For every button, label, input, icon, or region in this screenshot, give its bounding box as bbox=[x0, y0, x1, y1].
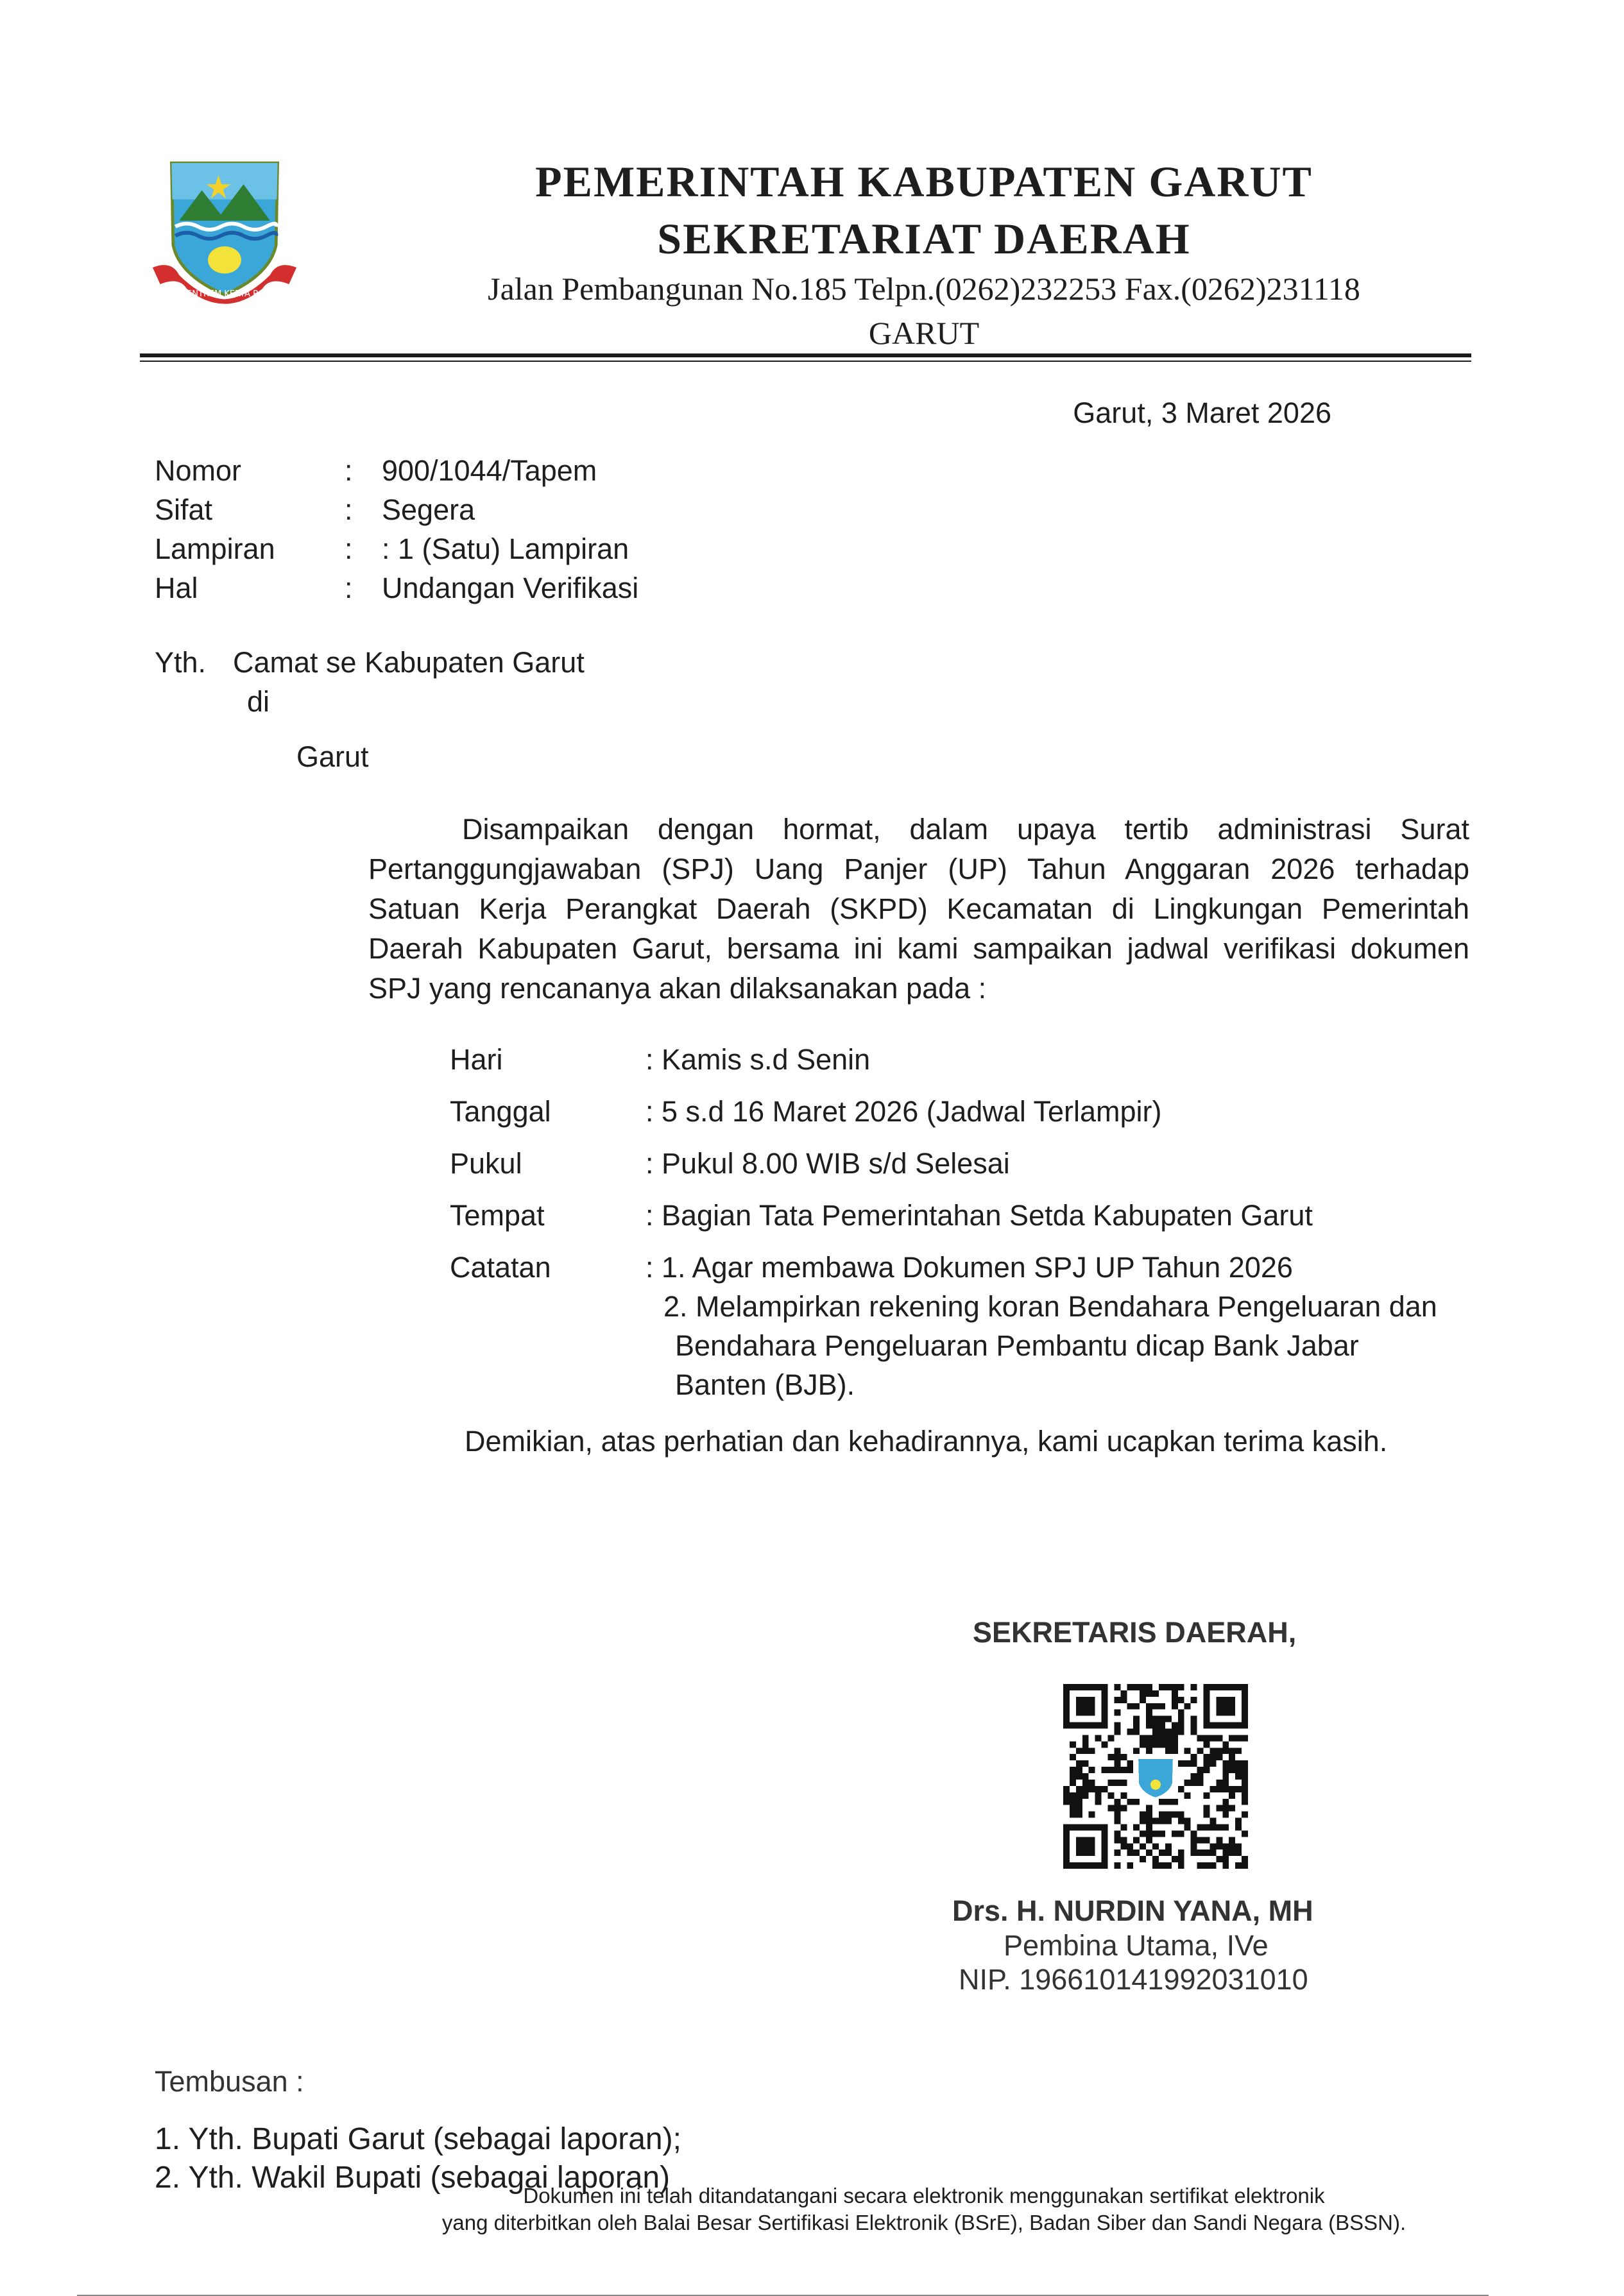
meta-value-number: 900/1044/Tapem bbox=[382, 454, 597, 487]
meta-colon: : bbox=[345, 572, 353, 604]
e-signature-qr-code bbox=[1063, 1684, 1248, 1869]
letterhead-city: GARUT bbox=[868, 315, 980, 351]
meta-colon: : bbox=[345, 493, 353, 526]
schedule-note-line: Banten (BJB). bbox=[675, 1368, 855, 1401]
schedule-label-date: Tanggal bbox=[450, 1095, 551, 1128]
signatory-rank: Pembina Utama, IVe bbox=[1004, 1929, 1269, 1962]
meta-label-subject: Hal bbox=[155, 572, 198, 604]
addressee-city: Garut bbox=[296, 740, 369, 773]
letterhead-rule bbox=[140, 353, 1471, 357]
meta-label-attachment: Lampiran bbox=[155, 532, 275, 565]
schedule-value-notes: : 1. Agar membawa Dokumen SPJ UP Tahun 2026 bbox=[645, 1251, 1293, 1284]
letter-date: Garut, 3 Maret 2026 bbox=[1073, 396, 1331, 429]
signatory-nip: NIP. 196610141992031010 bbox=[959, 1963, 1308, 1996]
schedule-label-time: Pukul bbox=[450, 1147, 522, 1180]
body-line: Daerah Kabupaten Garut, bersama ini kami sampaikan jadwal verifikasi dokumen bbox=[368, 932, 1469, 965]
addressee-di: di bbox=[247, 685, 270, 718]
signatory-title: SEKRETARIS DAERAH, bbox=[973, 1616, 1297, 1649]
meta-label-number: Nomor bbox=[155, 454, 242, 487]
cc-item: 1. Yth. Bupati Garut (sebagai laporan); bbox=[155, 2122, 681, 2156]
closing-sentence: Demikian, atas perhatian dan kehadirannya, kami ucapkan terima kasih. bbox=[465, 1425, 1388, 1458]
cc-item: 2. Yth. Wakil Bupati (sebagai laporan) bbox=[155, 2161, 671, 2195]
signatory-name: Drs. H. NURDIN YANA, MH bbox=[952, 1894, 1313, 1927]
meta-colon: : bbox=[345, 532, 353, 565]
letterhead-department: SEKRETARIAT DAERAH bbox=[657, 214, 1191, 263]
body-line: Pertanggungjawaban (SPJ) Uang Panjer (UP) Tahun Anggaran 2026 terhadap bbox=[368, 853, 1469, 885]
schedule-value-day: : Kamis s.d Senin bbox=[645, 1043, 871, 1076]
letterhead-rule-thin bbox=[140, 361, 1471, 362]
cc-label: Tembusan : bbox=[155, 2065, 304, 2098]
schedule-value-date: : 5 s.d 16 Maret 2026 (Jadwal Terlampir) bbox=[645, 1095, 1162, 1128]
e-signature-disclaimer: Dokumen ini telah ditandatangani secara elektronik menggunakan sertifikat elektronik bbox=[523, 2184, 1325, 2207]
meta-value-nature: Segera bbox=[382, 493, 475, 526]
letterhead-address: Jalan Pembangunan No.185 Telpn.(0262)232253 Fax.(0262)231118 bbox=[488, 271, 1360, 307]
meta-value-subject: Undangan Verifikasi bbox=[382, 572, 639, 604]
meta-value-attachment: : 1 (Satu) Lampiran bbox=[382, 532, 629, 565]
body-line: Disampaikan dengan hormat, dalam upaya tertib administrasi Surat bbox=[462, 813, 1469, 846]
meta-label-nature: Sifat bbox=[155, 493, 213, 526]
schedule-label-day: Hari bbox=[450, 1043, 503, 1076]
letterhead-org-name: PEMERINTAH KABUPATEN GARUT bbox=[535, 157, 1313, 206]
e-signature-disclaimer: yang diterbitkan oleh Balai Besar Sertifikasi Elektronik (BSrE), Badan Siber dan Sandi Negara (BSSN). bbox=[441, 2211, 1406, 2234]
schedule-value-time: : Pukul 8.00 WIB s/d Selesai bbox=[645, 1147, 1010, 1180]
addressee-recipient: Camat se Kabupaten Garut bbox=[233, 646, 585, 679]
addressee-prefix: Yth. bbox=[155, 646, 207, 679]
meta-colon: : bbox=[345, 454, 353, 487]
schedule-note-line: 2. Melampirkan rekening koran Bendahara Pengeluaran dan bbox=[663, 1290, 1437, 1323]
schedule-value-place: : Bagian Tata Pemerintahan Setda Kabupaten Garut bbox=[645, 1199, 1313, 1232]
schedule-note-line: Bendahara Pengeluaran Pembantu dicap Bank Jabar bbox=[675, 1329, 1359, 1362]
body-line: Satuan Kerja Perangkat Daerah (SKPD) Kecamatan di Lingkungan Pemerintah bbox=[368, 892, 1469, 925]
svg-text:TATA TENTREM KERTA RAHARJA: TATA TENTREM KERTA RAHARJA bbox=[159, 289, 290, 299]
schedule-label-place: Tempat bbox=[450, 1199, 545, 1232]
body-line: SPJ yang rencananya akan dilaksanakan pada : bbox=[368, 972, 987, 1005]
schedule-label-notes: Catatan bbox=[450, 1251, 551, 1284]
